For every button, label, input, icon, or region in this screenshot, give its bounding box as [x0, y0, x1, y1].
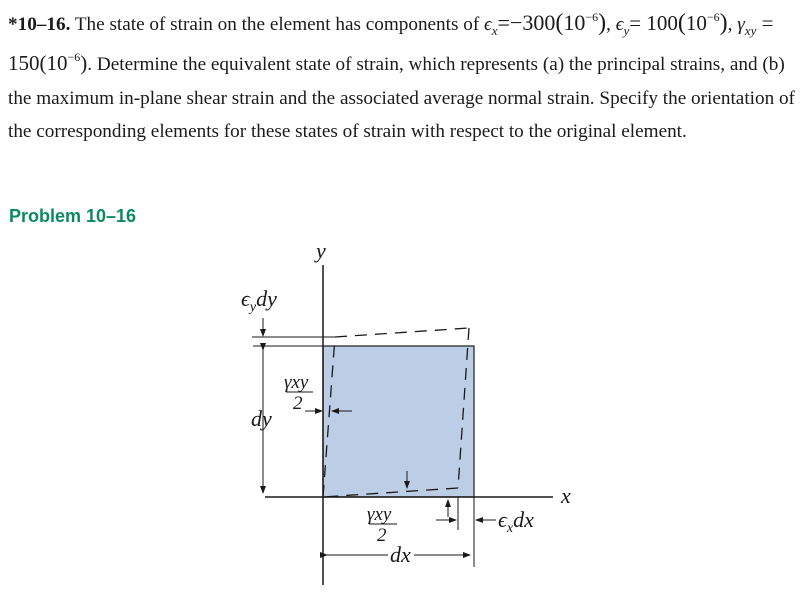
text-part-2: . Determine the equivalent state of strain, which represents (a) the principal strains, and (b) the maximum in-plane shear strain and the associated average normal strain. Specify the orientation of the corresponding elements for these states of strain with respect to the original element. — [8, 54, 795, 143]
gamma-bottom-numerator: γxy — [367, 504, 392, 525]
gamma-value: = 150(10 — [8, 11, 774, 76]
gamma-bottom-denominator: 2 — [377, 525, 387, 546]
eps-y-value: = 100 — [629, 11, 678, 35]
text-part-1: The state of strain on the element has components of — [74, 14, 485, 35]
problem-text: *10–16. The state of strain on the element has components of $\epsilon_x=-300(10^{-6})$, $\epsilon_y= 100(10^{-6})$, $\gamma_{xy} = 150(10^{-6})$. Determine the equivalent state of strain, which represents (a) the principal strains, and (b) the maximum in-plane shear strain and the associated average normal strain. Specify the orientation of the corresponding elements for these states of strain with respect to the original element. — [8, 10, 795, 143]
dy-label: dy — [251, 406, 272, 431]
eps-x-symbol: ϵ — [484, 14, 492, 35]
eps-x-exponent: −6 — [585, 10, 599, 24]
dx-label: dx — [390, 542, 411, 567]
y-axis-label: y — [316, 238, 326, 263]
eps-y-symbol: ϵ — [615, 14, 624, 35]
eps-y-dy-label: $\epsilon_ydy$ — [241, 286, 277, 315]
eps-y-subscript: y — [623, 22, 630, 38]
eps-x-ten: 10 — [563, 10, 586, 35]
eps-x-subscript: x — [491, 22, 498, 38]
gamma-left-numerator: γxy — [284, 372, 309, 393]
gamma-exponent: −6 — [67, 50, 81, 65]
eps-x-value: =−300 — [497, 10, 556, 35]
gamma-symbol: γ — [737, 14, 745, 35]
eps-y-exponent: −6 — [706, 10, 720, 24]
x-axis-label: x — [561, 483, 571, 508]
problem-number: *10–16. — [8, 14, 71, 35]
gamma-left-denominator: 2 — [293, 393, 303, 414]
eps-y-ten: 10 — [685, 11, 707, 35]
figure-caption: Problem 10–16 — [9, 206, 137, 226]
gamma-subscript: xy — [744, 22, 757, 38]
element-fill — [323, 346, 474, 497]
eps-x-dx-label: $\epsilon_xdx$ — [498, 507, 534, 536]
